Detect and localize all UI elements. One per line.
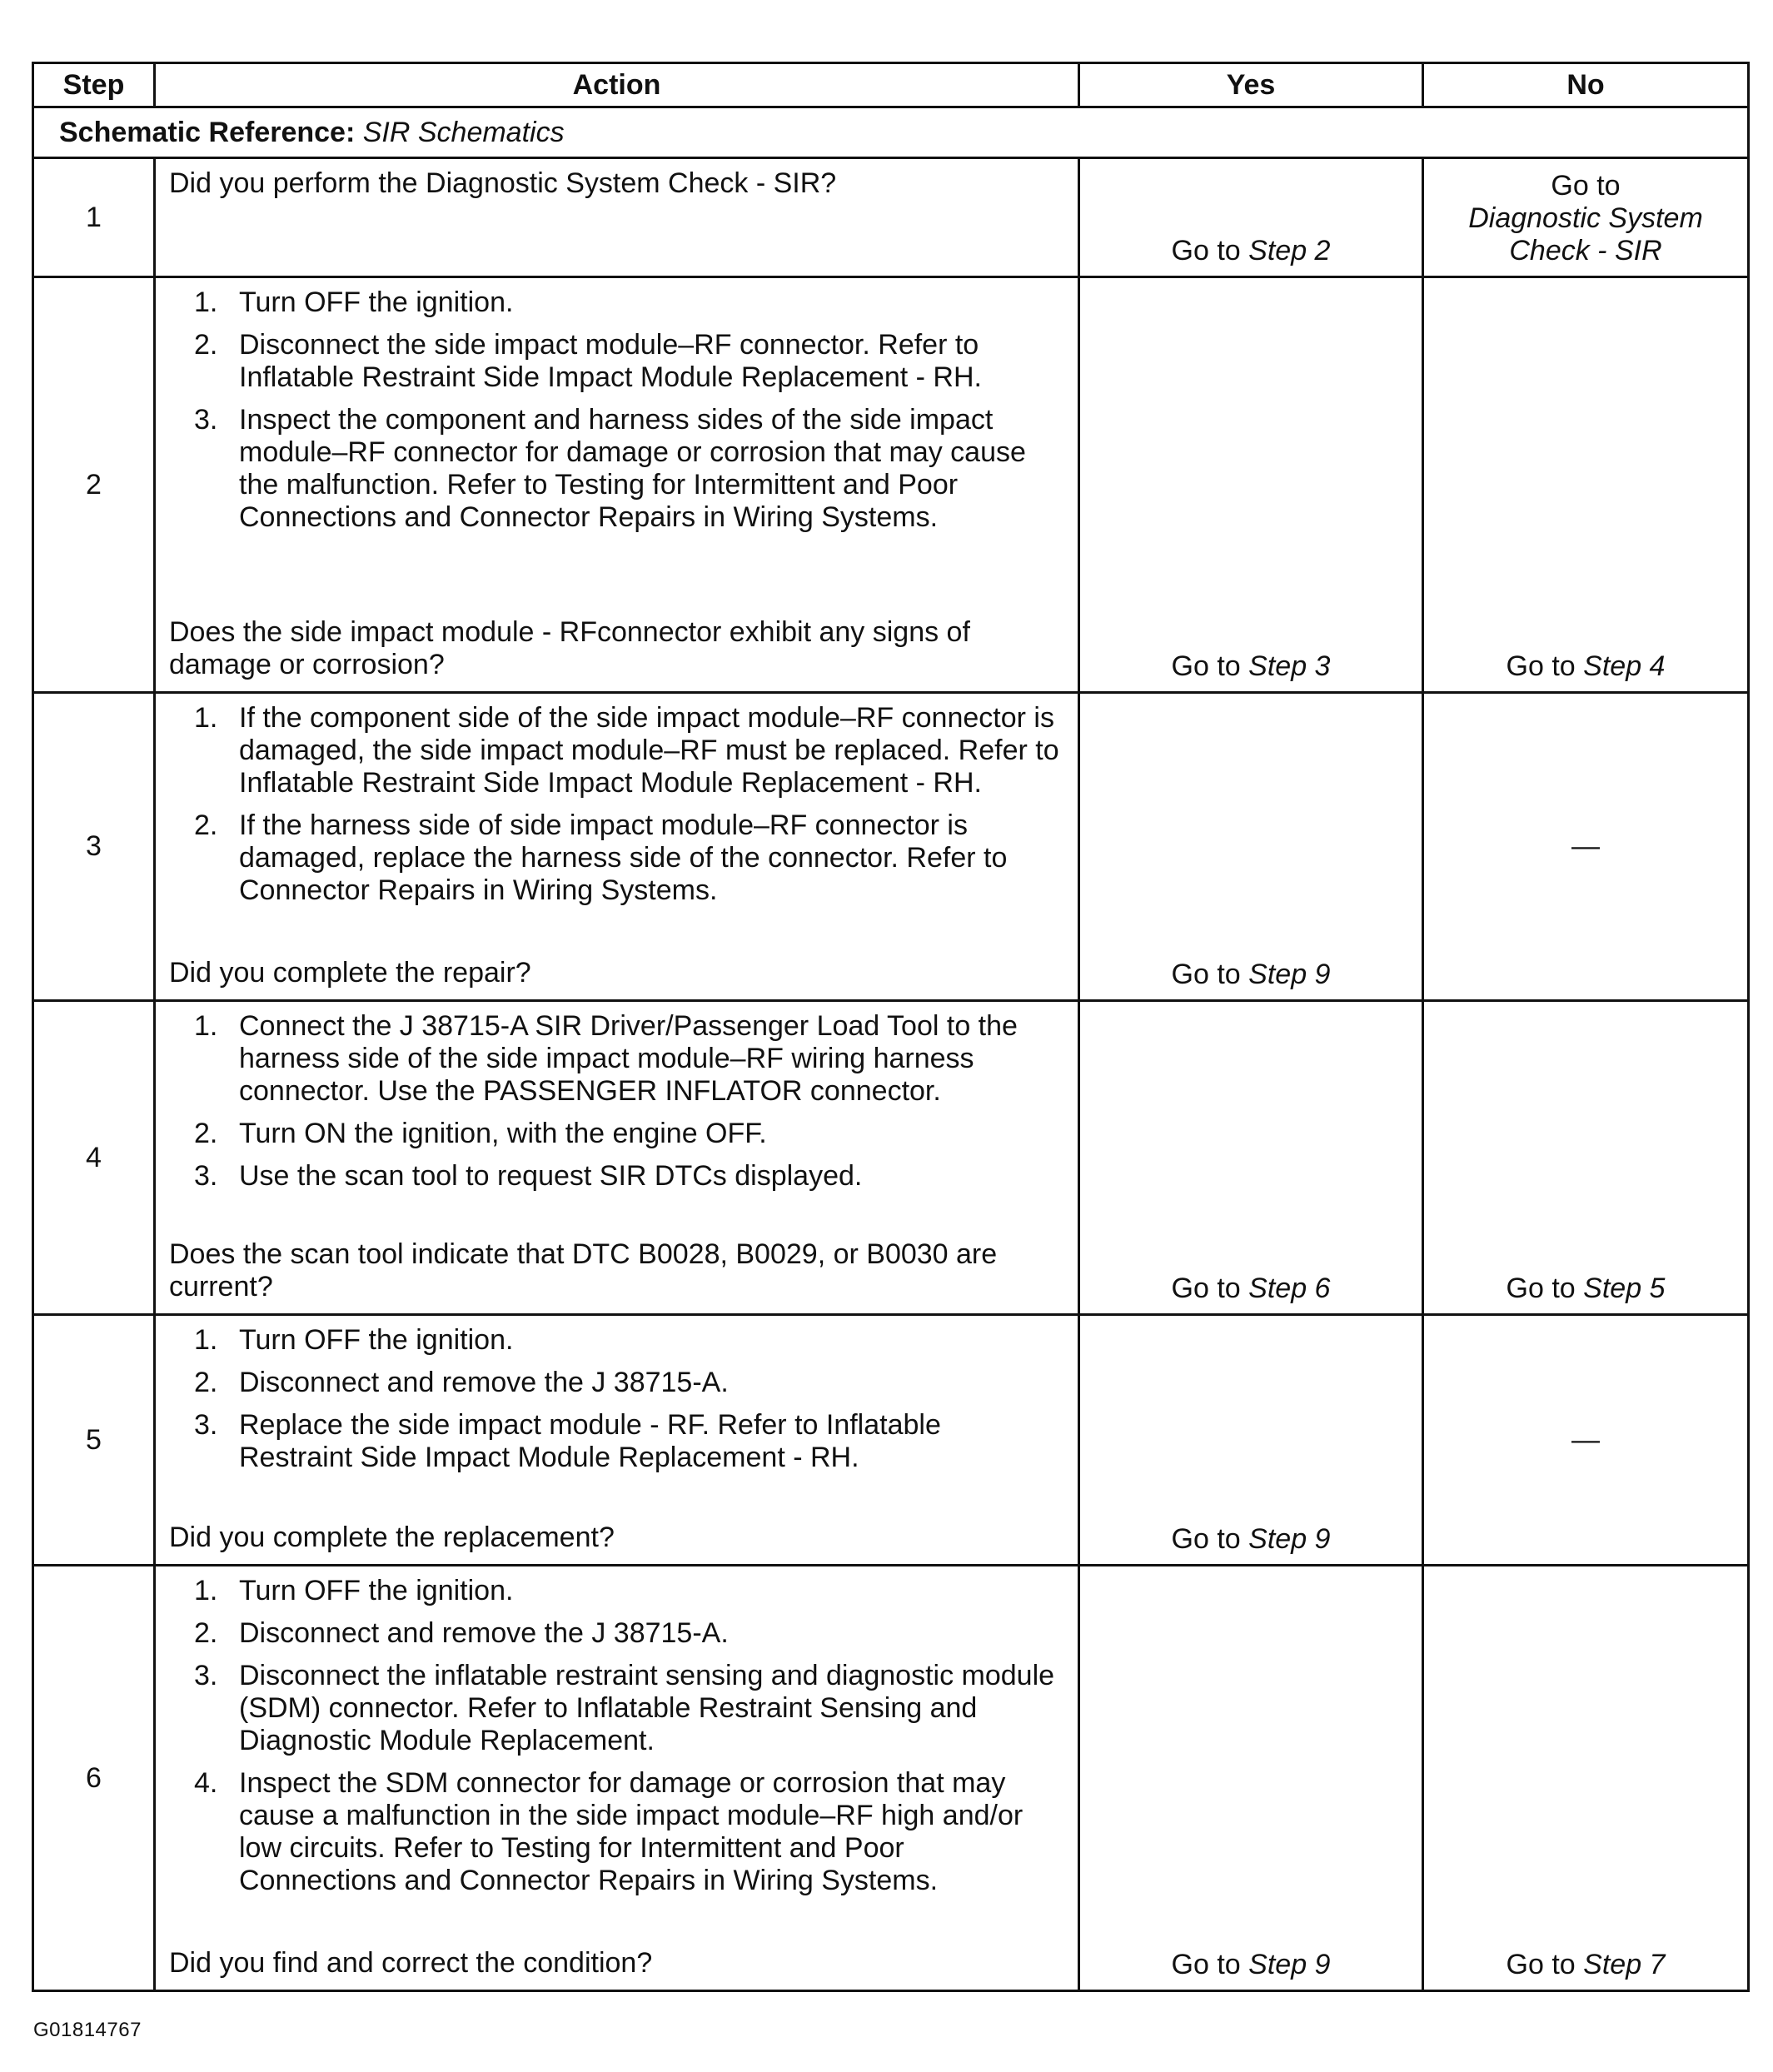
action-cell: [155, 1566, 1079, 1991]
yes-target: Step 9: [1248, 959, 1331, 990]
table-row: [33, 158, 1749, 277]
no-cell: [1423, 1001, 1749, 1315]
header-step: Step: [33, 63, 155, 107]
yes-target: Step 9: [1248, 1949, 1331, 1980]
action-cell: [155, 693, 1079, 1001]
step-item-number: 2.: [194, 809, 218, 841]
step-item-text: Turn OFF the ignition.: [239, 286, 514, 318]
no-prefix: Go to: [1551, 170, 1621, 202]
step-number: 3: [33, 693, 155, 1001]
action-steps: [169, 1575, 1061, 1907]
yes-cell: [1079, 1566, 1423, 1991]
action-step-item: [169, 1324, 1061, 1357]
no-prefix: Go to: [1506, 1949, 1576, 1980]
yes-cell: [1079, 158, 1423, 277]
no-cell: [1423, 277, 1749, 693]
yes-prefix: Go to: [1171, 1949, 1241, 1980]
action-question: Does the scan tool indicate that DTC B0028, B0029, or B0030 are current?: [169, 1238, 998, 1302]
no-target: Step 4: [1583, 650, 1666, 682]
action-step-item: [169, 702, 1061, 799]
schematic-reference-row: [33, 107, 1749, 158]
action-step-item: [169, 1367, 1061, 1399]
step-item-number: 3.: [194, 404, 218, 436]
no-target: Step 5: [1583, 1273, 1666, 1304]
table-row: [33, 1315, 1749, 1566]
table-row: [33, 693, 1749, 1001]
no-prefix: Go to: [1506, 1273, 1576, 1304]
step-item-text: Replace the side impact module - RF. Refer to Inflatable Restraint Side Impact Module Replacement - RH.: [239, 1409, 941, 1473]
no-target: Step 7: [1583, 1949, 1666, 1980]
step-item-text: If the harness side of side impact module–RF connector is damaged, replace the harness side of the connector. Refer to Connector Repairs in Wiring Systems.: [239, 809, 1008, 906]
action-question: Did you perform the Diagnostic System Check - SIR?: [169, 167, 837, 199]
no-cell: [1423, 693, 1749, 1001]
action-step-item: [169, 809, 1061, 907]
table-row: [33, 1001, 1749, 1315]
step-item-number: 2.: [194, 1617, 218, 1649]
action-steps: [169, 702, 1061, 917]
action-step-item: [169, 1409, 1061, 1474]
action-steps: [169, 286, 1061, 544]
action-step-item: [169, 1767, 1061, 1897]
yes-prefix: Go to: [1171, 1523, 1241, 1555]
action-question: Does the side impact module - RFconnector exhibit any signs of damage or corrosion?: [169, 616, 970, 680]
step-item-text: Turn ON the ignition, with the engine OFF.: [239, 1118, 767, 1149]
step-item-number: 1.: [194, 1575, 218, 1606]
step-item-text: Use the scan tool to request SIR DTCs displayed.: [239, 1160, 863, 1192]
yes-target: Step 2: [1248, 235, 1331, 266]
step-number: 6: [33, 1566, 155, 1991]
step-item-text: Turn OFF the ignition.: [239, 1324, 514, 1356]
step-item-number: 3.: [194, 1160, 218, 1192]
step-item-number: 2.: [194, 1118, 218, 1149]
yes-target: Step 9: [1248, 1523, 1331, 1555]
no-prefix: Go to: [1506, 650, 1576, 682]
schematic-reference-value: SIR Schematics: [362, 116, 565, 148]
no-cell: [1423, 1315, 1749, 1566]
action-step-item: [169, 286, 1061, 319]
yes-cell: [1079, 1001, 1423, 1315]
action-cell: [155, 158, 1079, 277]
step-number: 4: [33, 1001, 155, 1315]
step-item-number: 2.: [194, 329, 218, 361]
action-steps: [169, 1324, 1061, 1484]
schematic-reference: [33, 107, 1749, 158]
step-number: 5: [33, 1315, 155, 1566]
yes-target: Step 6: [1248, 1273, 1331, 1304]
step-item-number: 1.: [194, 702, 218, 734]
step-number: 1: [33, 158, 155, 277]
yes-cell: [1079, 1315, 1423, 1566]
step-item-text: Disconnect and remove the J 38715-A.: [239, 1367, 729, 1398]
step-item-text: Turn OFF the ignition.: [239, 1575, 514, 1606]
step-item-text: Inspect the component and harness sides of the side impact module–RF connector for damage or corrosion that may cause the malfunction. Refer to Testing for Intermittent and Poor Connections and Connector Repairs in Wiring Systems.: [239, 404, 1026, 533]
header-yes: Yes: [1079, 63, 1423, 107]
step-item-text: Inspect the SDM connector for damage or corrosion that may cause a malfunction in the side impact module–RF high and/or low circuits. Refer to Testing for Intermittent and Poor Connections and Connector Repairs in Wiring Systems.: [239, 1767, 1023, 1896]
action-step-item: [169, 1160, 1061, 1193]
diagnostic-table-sheet: [32, 62, 1747, 1992]
step-item-number: 2.: [194, 1367, 218, 1398]
header-row: [33, 63, 1749, 107]
no-target: Diagnostic System Check - SIR: [1468, 202, 1703, 266]
no-cell: [1423, 1566, 1749, 1991]
step-item-text: Disconnect and remove the J 38715-A.: [239, 1617, 729, 1649]
header-action: Action: [155, 63, 1079, 107]
table-row: [33, 1566, 1749, 1991]
action-step-item: [169, 1118, 1061, 1150]
step-item-text: Disconnect the side impact module–RF connector. Refer to Inflatable Restraint Side Impact Module Replacement - RH.: [239, 329, 982, 393]
step-item-text: Connect the J 38715-A SIR Driver/Passenger Load Tool to the harness side of the side impact module–RF wiring harness connector. Use the PASSENGER INFLATOR connector.: [239, 1010, 1018, 1107]
yes-cell: [1079, 693, 1423, 1001]
diagnostic-table: [32, 62, 1750, 1992]
no-cell: [1423, 158, 1749, 277]
action-step-item: [169, 1660, 1061, 1757]
header-no: No: [1423, 63, 1749, 107]
step-item-text: If the component side of the side impact module–RF connector is damaged, the side impact module–RF must be replaced. Refer to Inflatable Restraint Side Impact Module Replacement - RH.: [239, 702, 1059, 799]
yes-prefix: Go to: [1171, 959, 1241, 990]
action-step-item: [169, 329, 1061, 394]
no-dash: —: [1571, 830, 1600, 862]
action-question: Did you find and correct the condition?: [169, 1947, 653, 1979]
action-step-item: [169, 1617, 1061, 1650]
yes-prefix: Go to: [1171, 235, 1241, 266]
action-step-item: [169, 1575, 1061, 1607]
yes-target: Step 3: [1248, 650, 1331, 682]
figure-id: G01814767: [33, 2019, 142, 2041]
yes-prefix: Go to: [1171, 1273, 1241, 1304]
step-item-number: 4.: [194, 1767, 218, 1799]
action-step-item: [169, 404, 1061, 534]
yes-cell: [1079, 277, 1423, 693]
step-item-text: Disconnect the inflatable restraint sensing and diagnostic module (SDM) connector. Refer to Inflatable Restraint Sensing and Diagnostic Module Replacement.: [239, 1660, 1055, 1756]
step-item-number: 3.: [194, 1660, 218, 1691]
action-question: Did you complete the repair?: [169, 957, 531, 989]
action-cell: [155, 277, 1079, 693]
action-cell: [155, 1315, 1079, 1566]
action-steps: [169, 1010, 1061, 1203]
step-item-number: 1.: [194, 1324, 218, 1356]
step-item-number: 1.: [194, 286, 218, 318]
schematic-reference-label: Schematic Reference:: [59, 116, 356, 148]
step-item-number: 1.: [194, 1010, 218, 1042]
action-step-item: [169, 1010, 1061, 1108]
table-row: [33, 277, 1749, 693]
step-item-number: 3.: [194, 1409, 218, 1441]
no-dash: —: [1571, 1423, 1600, 1456]
step-number: 2: [33, 277, 155, 693]
action-cell: [155, 1001, 1079, 1315]
yes-prefix: Go to: [1171, 650, 1241, 682]
action-question: Did you complete the replacement?: [169, 1522, 615, 1553]
